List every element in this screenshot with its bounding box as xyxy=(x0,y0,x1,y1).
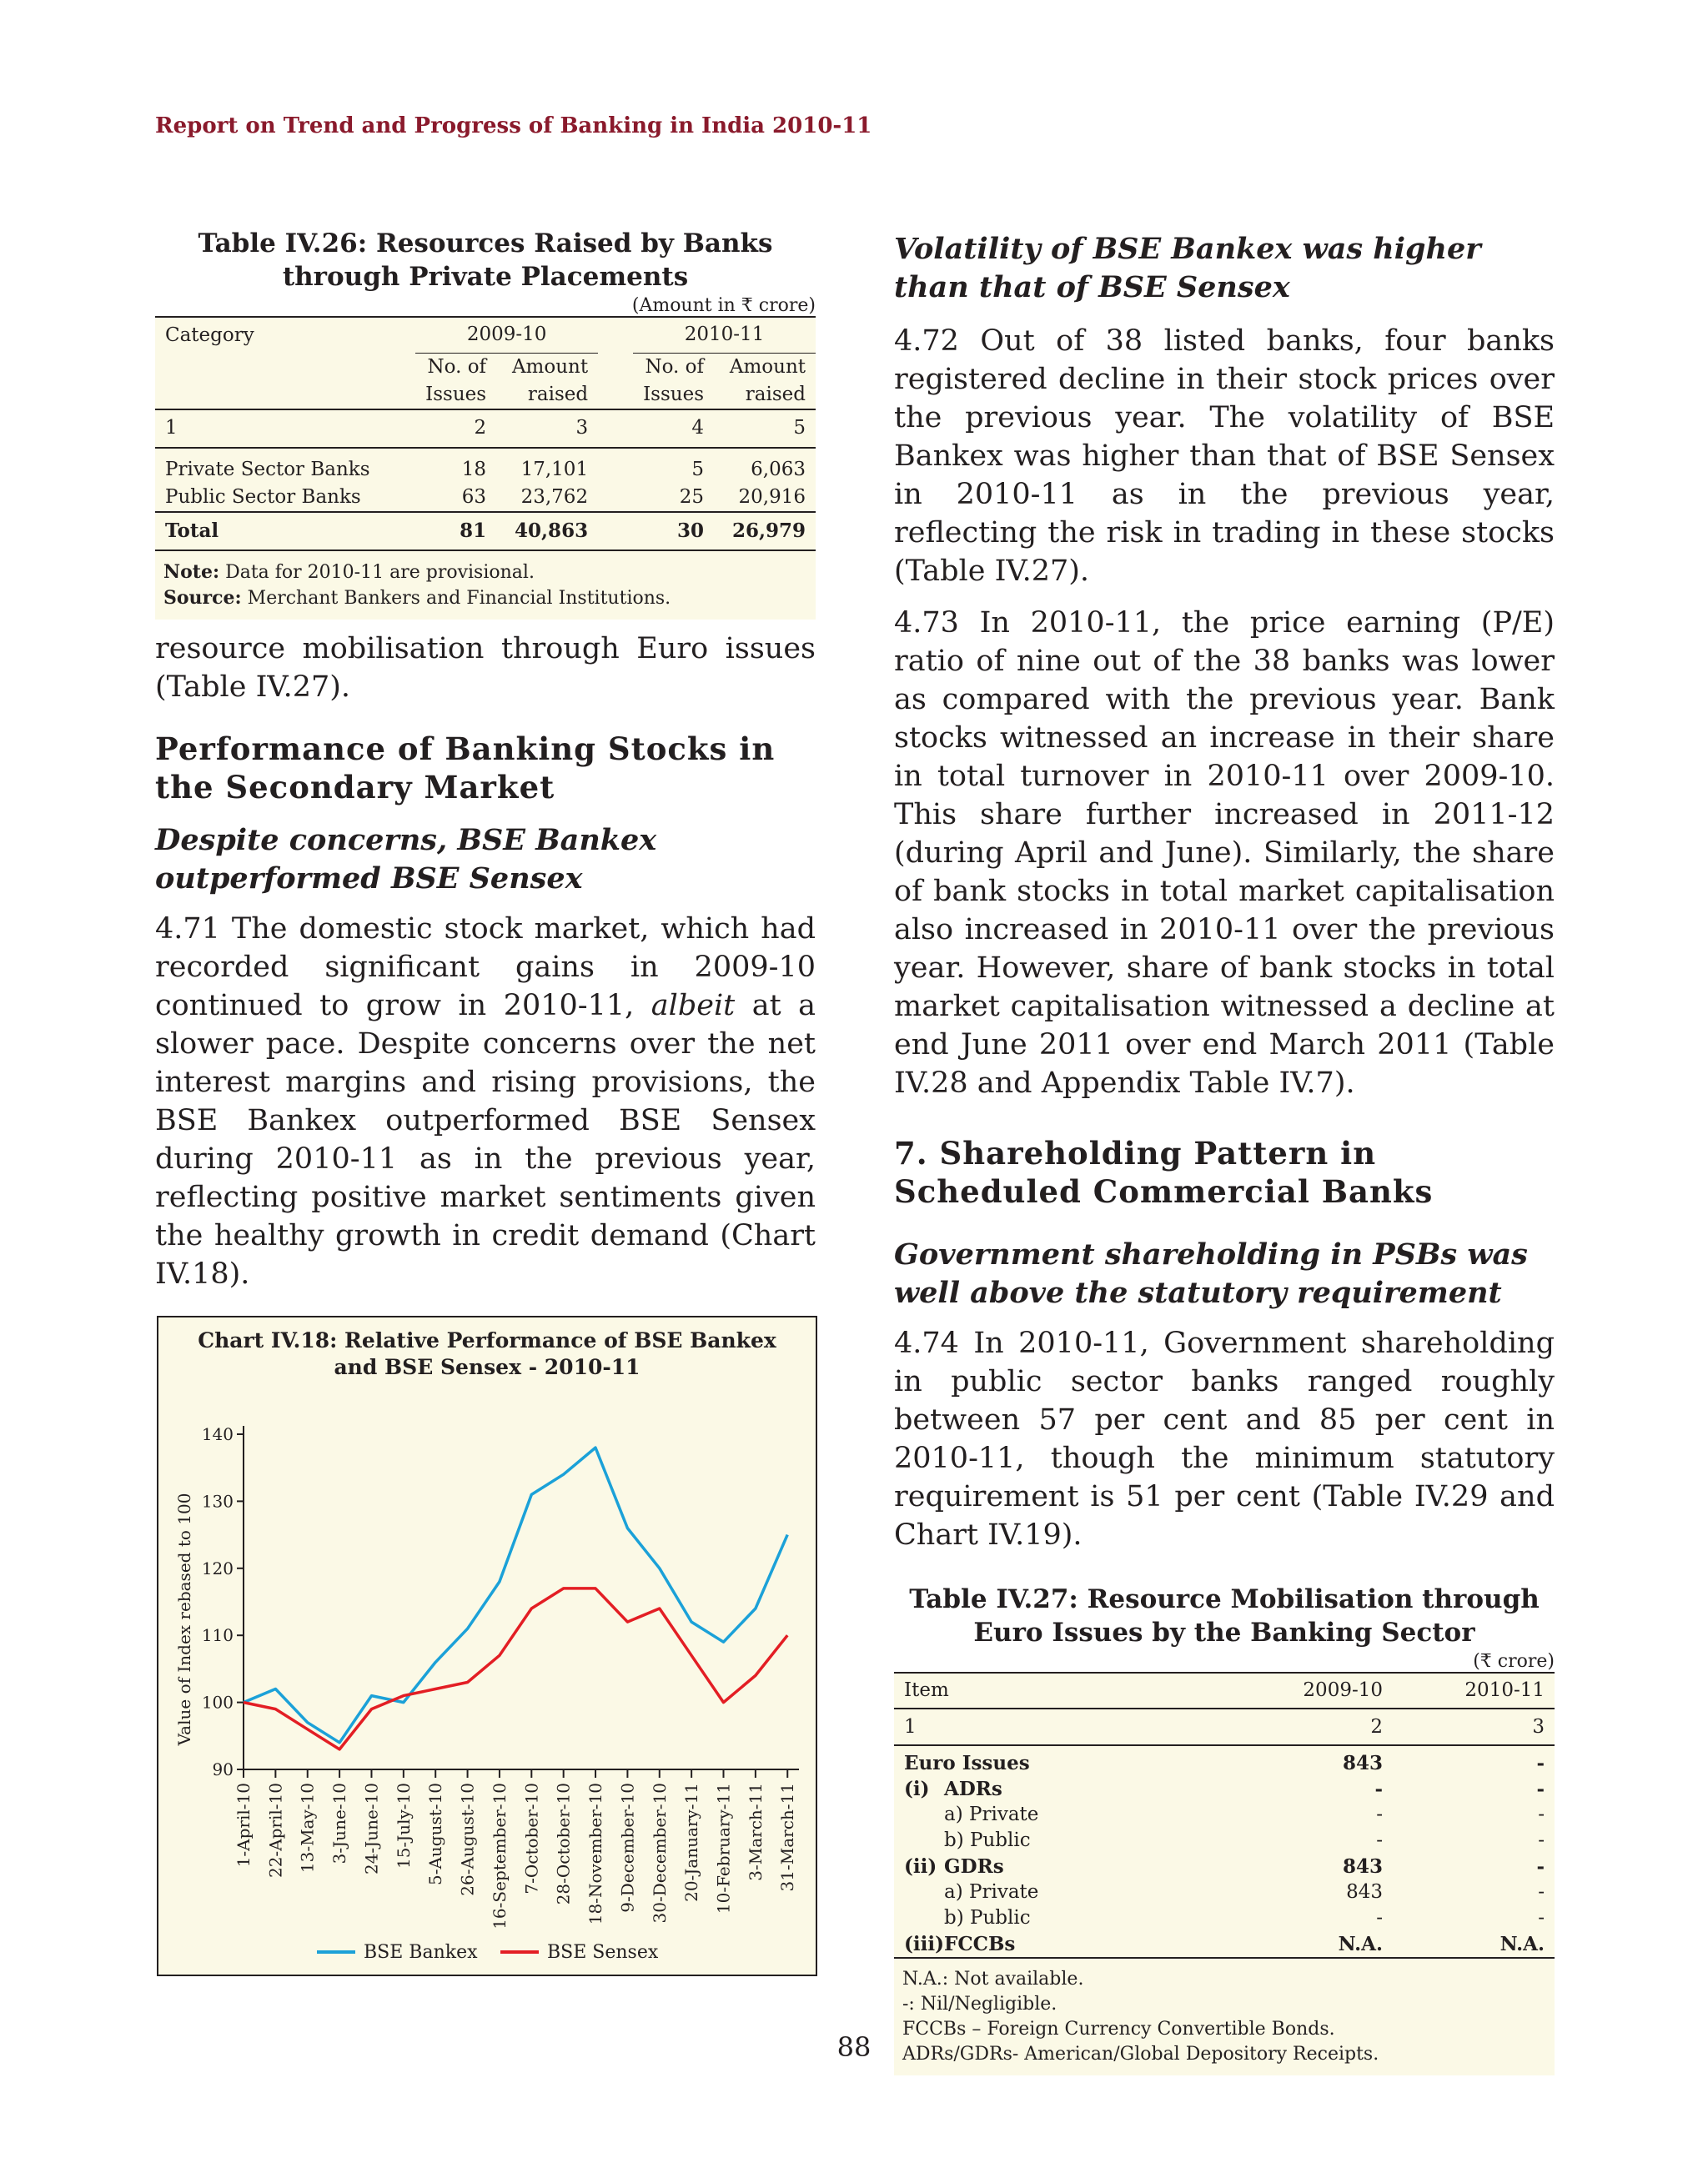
paragraph-4-73: 4.73 In 2010-11, the price earning (P/E) ratio of nine out of the 38 banks was lower as compared with the previous year. Bank stocks witnessed an increase in their share in total turnover in 2010-11 over 2009-10. This share further increased in 2011-12 (during April and June). Similarly, the share of bank stocks in total market capitalisation also increased in 2010-11 over the previous year. However, share of bank stocks in total market capitalisation witnessed a decline at end June 2011 over end March 2011 (Table IV.28 and Appendix Table IV.7). xyxy=(894,606,1555,1100)
table-iv27 xyxy=(894,1583,1555,2075)
chart-title-line2: and BSE Sensex - 2010-11 xyxy=(334,1355,640,1379)
table-row xyxy=(894,1905,1555,1931)
y-tick-label: 110 xyxy=(201,1625,234,1646)
note-line: N.A.: Not available. xyxy=(902,1969,1084,1990)
table-row xyxy=(894,1854,1555,1879)
x-tick-label: 20-January-11 xyxy=(681,1783,702,1902)
series-line-bse-bankex xyxy=(244,1448,787,1743)
cell: 843 xyxy=(1342,1855,1383,1878)
x-tick-label: 5-August-10 xyxy=(425,1783,446,1885)
row-category: Private Sector Banks xyxy=(165,458,370,480)
row-label-text: ADRs xyxy=(944,1778,1002,1800)
col-num: 1 xyxy=(155,409,415,448)
para-471-part1: 4.71 The domestic stock market, which had recorded significant gains in 2009-10 continued to grow in 2010-11, xyxy=(155,911,816,1022)
left-column xyxy=(155,227,816,1293)
x-axis xyxy=(234,1769,799,1930)
table-iv27-body xyxy=(894,1672,1555,2075)
y-tick-label: 100 xyxy=(201,1692,234,1713)
cell: 40,863 xyxy=(496,512,598,550)
row-label: a) Private xyxy=(944,1881,1039,1903)
table-row xyxy=(894,1828,1555,1854)
table-iv27-title-line2: Euro Issues by the Banking Sector xyxy=(973,1618,1475,1648)
sub-no-of: No. of xyxy=(645,355,704,378)
cell: - xyxy=(1536,1778,1545,1800)
x-tick-label: 18-November-10 xyxy=(585,1783,606,1925)
sub-raised: raised xyxy=(714,381,816,409)
series-group xyxy=(244,1448,787,1749)
table-row xyxy=(155,456,816,484)
sub-raised: raised xyxy=(496,381,598,409)
row-category: Total xyxy=(155,512,415,550)
legend-label-bse-sensex: BSE Sensex xyxy=(547,1942,659,1963)
chart-plot xyxy=(158,1317,816,1975)
x-tick-label: 31-March-11 xyxy=(777,1783,798,1892)
table-iv27-title-line1: Table IV.27: Resource Mobilisation through xyxy=(909,1584,1540,1614)
y-tick-label: 120 xyxy=(201,1558,234,1578)
table-row xyxy=(894,1879,1555,1905)
header-year-2010-11: 2010-11 xyxy=(633,318,816,353)
header-year-2010-11: 2010-11 xyxy=(1393,1674,1555,1709)
subheading-government-shareholding: Government shareholding in PSBs was well above the statutory requirement xyxy=(894,1237,1528,1310)
x-tick-label: 13-May-10 xyxy=(297,1783,318,1874)
subheading-bankex-outperformed: Despite concerns, BSE Bankex outperformed BSE Sensex xyxy=(155,822,657,896)
right-column xyxy=(894,227,1555,2075)
x-tick-label: 16-September-10 xyxy=(489,1783,510,1930)
header-category: Category xyxy=(165,324,254,346)
cell: 843 xyxy=(1342,1752,1383,1774)
sub-no-of: No. of xyxy=(427,355,487,378)
note-line: FCCBs – Foreign Currency Convertible Bonds. xyxy=(902,2019,1335,2040)
cell: - xyxy=(1538,1829,1545,1851)
cell: - xyxy=(1374,1778,1383,1800)
x-tick-label: 3-June-10 xyxy=(329,1783,350,1864)
table-iv26-notes xyxy=(155,551,816,620)
cell: - xyxy=(1376,1907,1383,1929)
sub-amount: Amount xyxy=(511,355,589,378)
table-iv26-title-line1: Table IV.26: Resources Raised by Banks xyxy=(198,228,773,258)
y-axis-label: Value of Index rebased to 100 xyxy=(174,1493,194,1746)
row-label xyxy=(894,1776,1231,1802)
cell: 18 xyxy=(461,458,487,480)
note-line: ADRs/GDRs- American/Global Depository Receipts. xyxy=(902,2044,1379,2065)
table-row xyxy=(894,1802,1555,1828)
para-471-italic: albeit xyxy=(651,988,736,1022)
chart-iv18 xyxy=(157,1316,817,1976)
cell: - xyxy=(1536,1855,1545,1878)
col-num: 4 xyxy=(633,409,714,448)
x-tick-label: 26-August-10 xyxy=(457,1783,478,1896)
x-tick-label: 3-March-11 xyxy=(745,1783,766,1881)
cell: 6,063 xyxy=(751,458,806,480)
table-iv26 xyxy=(155,227,816,620)
subheading-volatility: Volatility of BSE Bankex was higher than that of BSE Sensex xyxy=(894,232,1481,304)
source-text: Merchant Bankers and Financial Institutions. xyxy=(247,587,671,609)
cell: 17,101 xyxy=(520,458,589,480)
cell: 20,916 xyxy=(714,484,816,512)
table-iv26-body xyxy=(155,316,816,620)
table-row xyxy=(894,1750,1555,1776)
table-iv26-title xyxy=(155,227,816,294)
table-iv27-title xyxy=(894,1583,1555,1649)
header-item: Item xyxy=(894,1674,1231,1709)
x-tick-label: 9-December-10 xyxy=(617,1783,638,1913)
cell: - xyxy=(1376,1804,1383,1825)
cell: - xyxy=(1538,1881,1545,1903)
y-tick-label: 90 xyxy=(212,1759,234,1779)
y-tick-label: 140 xyxy=(201,1424,234,1444)
col-num: 1 xyxy=(894,1709,1231,1745)
paragraph-4-71 xyxy=(155,910,816,1293)
col-num: 2 xyxy=(415,409,496,448)
cell: 5 xyxy=(691,458,704,480)
cell: 30 xyxy=(633,512,714,550)
x-tick-label: 1-April-10 xyxy=(234,1783,254,1868)
x-tick-label: 22-April-10 xyxy=(265,1783,286,1879)
cell: 25 xyxy=(633,484,714,512)
row-label-text: FCCBs xyxy=(944,1933,1016,1955)
chart-title-line1: Chart IV.18: Relative Performance of BSE Bankex xyxy=(198,1328,776,1352)
x-tick-label: 10-February-11 xyxy=(713,1783,734,1915)
cell: - xyxy=(1536,1752,1545,1774)
row-label-text: GDRs xyxy=(944,1855,1004,1878)
row-label xyxy=(894,1931,1231,1958)
x-tick-label: 7-October-10 xyxy=(521,1783,542,1894)
series-line-bse-sensex xyxy=(244,1588,787,1749)
row-label: b) Public xyxy=(944,1829,1031,1851)
cell: N.A. xyxy=(1231,1931,1393,1958)
row-label: a) Private xyxy=(944,1804,1039,1825)
cell: N.A. xyxy=(1393,1931,1555,1958)
sub-issues: Issues xyxy=(633,381,714,409)
cell: 23,762 xyxy=(496,484,598,512)
source-label: Source: xyxy=(163,586,242,609)
sub-amount: Amount xyxy=(729,355,806,378)
cell: 843 xyxy=(1346,1881,1383,1903)
para-471-part2: at a slower pace. Despite concerns over the net interest margins and rising provisions, the BSE Bankex outperformed BSE Sensex during 2010-11 as in the previous year, reflecting positive market sentiments given the healthy growth in credit demand (Chart IV.18). xyxy=(155,988,816,1291)
row-label: b) Public xyxy=(944,1907,1031,1929)
table-iv26-title-line2: through Private Placements xyxy=(282,262,689,292)
row-prefix: (iii) xyxy=(904,1933,944,1955)
table-row xyxy=(155,484,816,512)
col-num: 2 xyxy=(1231,1709,1393,1745)
cell: 26,979 xyxy=(714,512,816,550)
row-label: Euro Issues xyxy=(904,1752,1030,1774)
legend-label-bse-bankex: BSE Bankex xyxy=(364,1942,478,1963)
continuation-paragraph: resource mobilisation through Euro issues (Table IV.27). xyxy=(155,631,816,704)
x-tick-label: 24-June-10 xyxy=(361,1783,382,1875)
paragraph-4-72: 4.72 Out of 38 listed banks, four banks registered decline in their stock prices over the previous year. The volatility of BSE Bankex was higher than that of BSE Sensex in 2010-11 as in the previous year, reflecting the risk in trading in these stocks (Table IV.27). xyxy=(894,324,1555,588)
paragraph-4-74: 4.74 In 2010-11, Government shareholding in public sector banks ranged roughly between 57 per cent and 85 per cent in 2010-11, though the minimum statutory requirement is 51 per cent (Table IV.29 and Chart IV.19). xyxy=(894,1327,1555,1552)
page-number: 88 xyxy=(836,2031,872,2063)
running-head: Report on Trend and Progress of Banking in India 2010-11 xyxy=(155,113,872,138)
y-axis xyxy=(202,1424,244,1779)
note-line: -: Nil/Negligible. xyxy=(902,1994,1057,2015)
header-year-2009-10: 2009-10 xyxy=(415,318,598,353)
col-num: 5 xyxy=(714,409,816,448)
table-total-row xyxy=(155,512,816,550)
row-label xyxy=(894,1854,1231,1879)
col-num: 3 xyxy=(496,409,598,448)
table-iv26-unit: (Amount in ₹ crore) xyxy=(631,295,816,316)
cell: 63 xyxy=(415,484,496,512)
note-label: Note: xyxy=(163,560,220,583)
chart-legend xyxy=(317,1942,659,1963)
row-prefix: (ii) xyxy=(904,1855,937,1878)
col-num: 3 xyxy=(1393,1709,1555,1745)
x-tick-label: 30-December-10 xyxy=(649,1783,670,1924)
table-row xyxy=(894,1776,1555,1802)
x-tick-label: 28-October-10 xyxy=(553,1783,574,1905)
table-iv27-unit: (₹ crore) xyxy=(1473,1651,1555,1672)
cell: 81 xyxy=(415,512,496,550)
row-prefix: (i) xyxy=(904,1778,930,1800)
cell: - xyxy=(1376,1829,1383,1851)
table-row xyxy=(894,1931,1555,1958)
section-heading-banking-stocks: Performance of Banking Stocks in the Secondary Market xyxy=(155,730,776,805)
note-text: Data for 2010-11 are provisional. xyxy=(225,561,535,583)
sub-issues: Issues xyxy=(415,381,496,409)
cell: - xyxy=(1538,1804,1545,1825)
header-year-2009-10: 2009-10 xyxy=(1231,1674,1393,1709)
section-heading-shareholding: 7. Shareholding Pattern in Scheduled Commercial Banks xyxy=(894,1135,1434,1210)
cell: - xyxy=(1538,1907,1545,1929)
y-tick-label: 130 xyxy=(201,1491,234,1512)
row-category: Public Sector Banks xyxy=(155,484,415,512)
x-tick-label: 15-July-10 xyxy=(393,1783,414,1869)
